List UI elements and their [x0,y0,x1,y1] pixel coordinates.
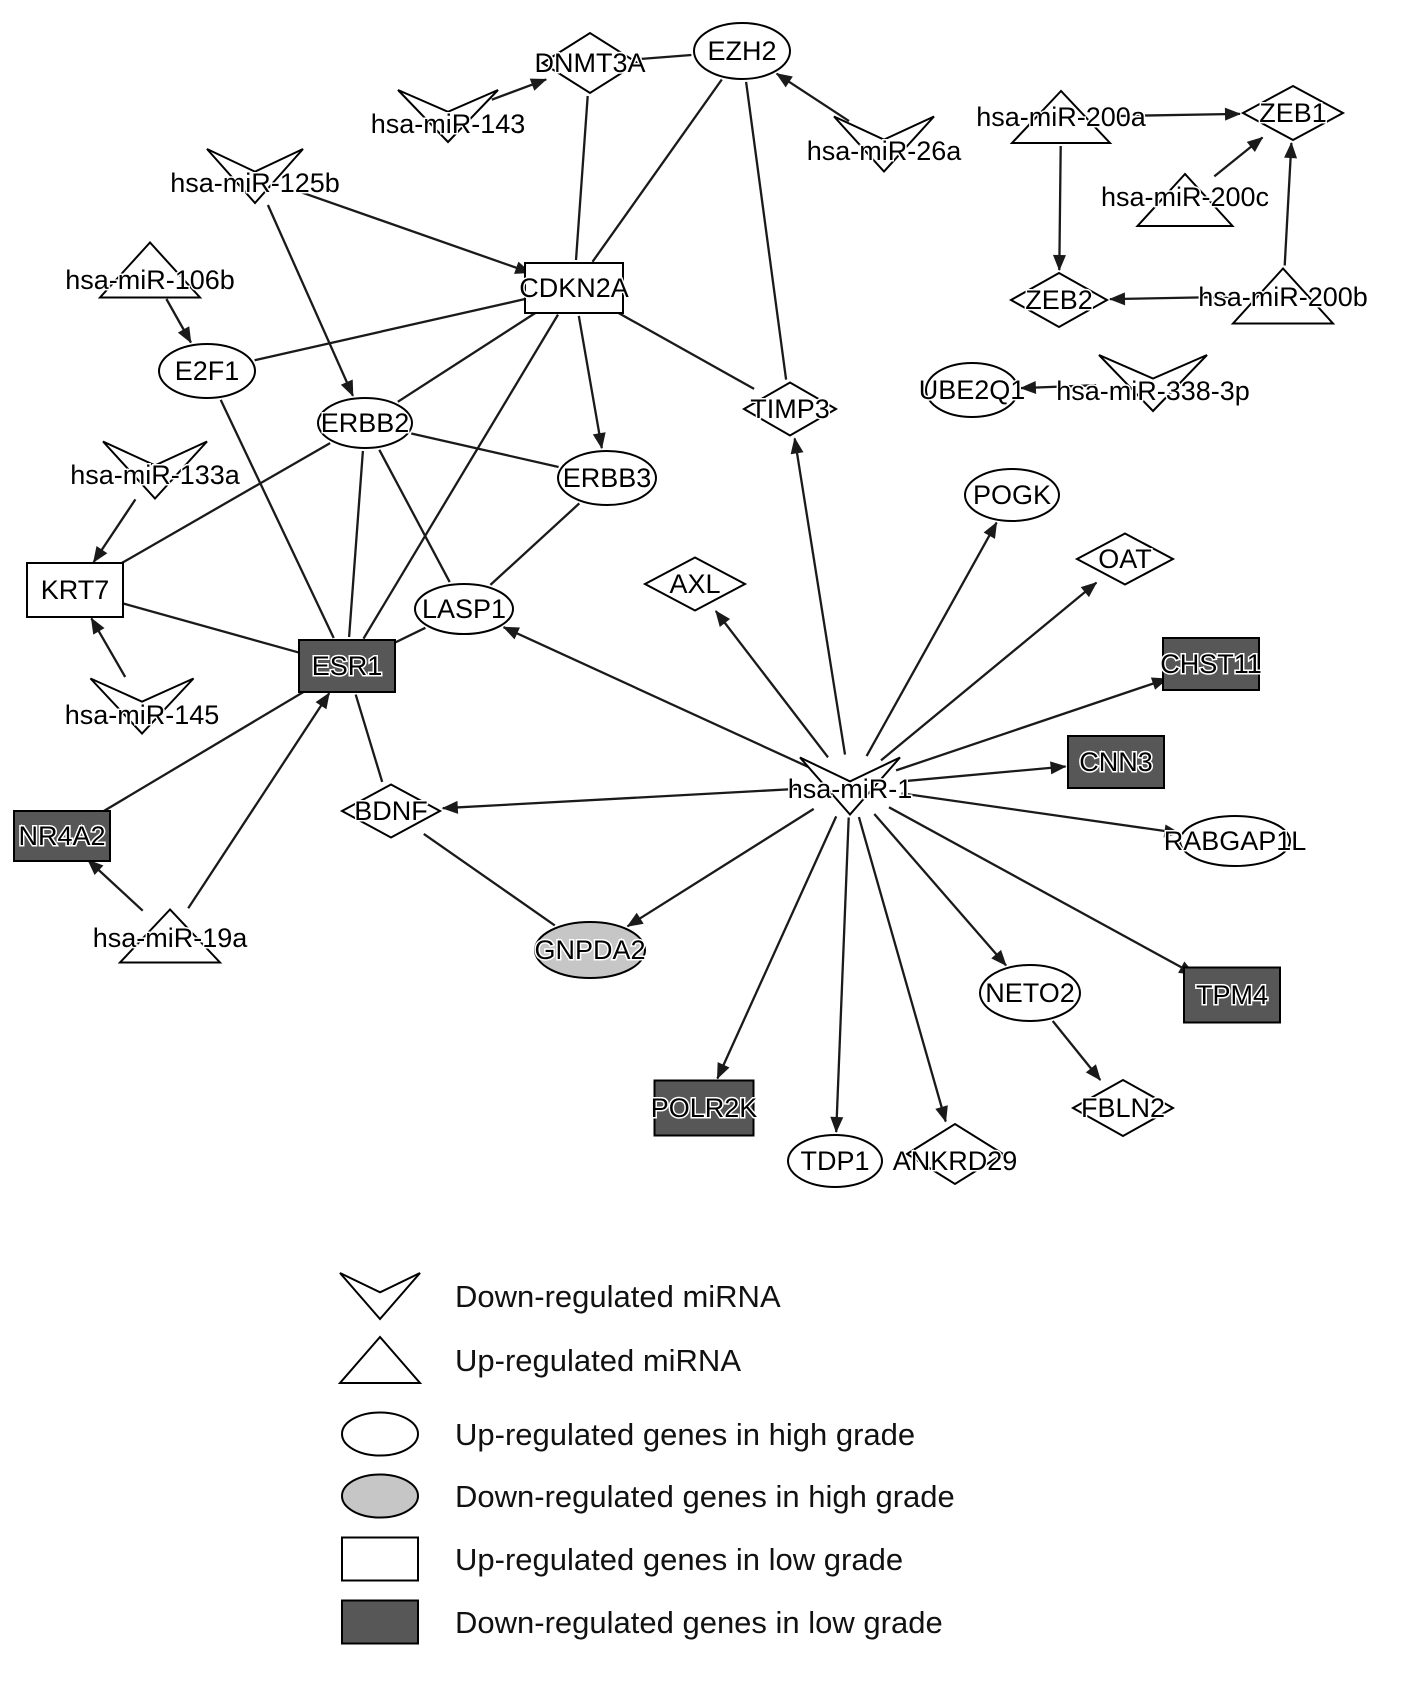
edge-E2F1--CDKN2A [255,299,526,360]
node-label: ESR1 [311,651,383,681]
edge-ESR1--KRT7 [121,603,301,653]
edge-ERBB2--ERBB3 [411,434,558,468]
edge-hsa-miR-1--CNN3 [902,767,1065,782]
node-label: E2F1 [174,356,240,386]
node-NR4A2 [14,811,110,861]
node-DNMT3A [534,33,645,93]
edge-hsa-miR-1--AXL [716,611,828,757]
edge-hsa-miR-106b--E2F1 [166,299,191,343]
node-EZH2 [694,23,790,79]
edge-CDKN2A--ERBB3 [579,316,602,448]
node-label: POLR2K [650,1093,758,1123]
node-label: hsa-miR-145 [64,700,220,730]
node-FBLN2 [1073,1080,1173,1136]
node-label: ZEB2 [1025,285,1093,315]
legend-swatch-gene_up_high [342,1413,418,1456]
node-label: BDNF [354,796,428,826]
edge-hsa-miR-200a--ZEB2 [1059,146,1060,270]
node-label: hsa-miR-1 [787,774,913,804]
edge-hsa-miR-1--BDNF [443,789,797,808]
node-hsa-miR-338-3p [1056,355,1250,411]
node-hsa-miR-200a [976,91,1147,143]
node-ERBB2 [318,398,412,448]
node-label: UBE2Q1 [918,375,1026,405]
edge-hsa-miR-145--KRT7 [91,618,125,677]
edge-EZH2--TIMP3 [746,82,786,380]
node-RABGAP1L [1164,816,1307,866]
legend-item [340,1337,741,1383]
legend-swatch-gene_down_high [342,1475,418,1518]
node-hsa-miR-125b [170,149,340,203]
node-ZEB1 [1243,86,1343,140]
legend-label: Down-regulated genes in high grade [455,1479,955,1514]
edge-BDNF--GNPDA2 [424,834,555,926]
node-label: TIMP3 [750,394,830,424]
node-hsa-miR-133a [70,442,241,499]
legend-swatch-mirna_up [340,1337,420,1383]
nodes-layer [14,23,1368,1187]
node-POLR2K [651,1081,758,1136]
node-label: AXL [669,569,721,599]
edge-ESR1--BDNF [356,695,383,782]
legend-swatch-mirna_down [340,1273,420,1319]
node-label: hsa-miR-200b [1198,282,1368,312]
legend-label: Up-regulated genes in high grade [455,1417,916,1452]
node-hsa-miR-26a [807,117,963,172]
node-label: EZH2 [707,36,777,66]
node-ZEB2 [1011,273,1107,327]
node-label: POGK [972,480,1052,510]
node-hsa-miR-143 [371,90,526,142]
node-ANKRD29 [893,1124,1018,1184]
node-label: KRT7 [40,575,110,605]
node-CHST11 [1160,638,1262,690]
edge-hsa-miR-133a--KRT7 [94,499,136,562]
node-label: hsa-miR-125b [170,168,340,198]
node-NETO2 [980,965,1080,1021]
node-label: hsa-miR-19a [92,923,248,953]
node-label: GNPDA2 [534,935,646,965]
edge-hsa-miR-125b--CDKN2A [299,191,531,272]
node-label: hsa-miR-200a [976,102,1146,132]
node-label: ERBB3 [562,463,652,493]
legend-item [342,1601,943,1644]
node-hsa-miR-200c [1101,174,1269,226]
node-label: CNN3 [1079,747,1153,777]
legend-item [342,1475,955,1518]
node-TIMP3 [744,383,836,436]
edge-hsa-miR-26a--EZH2 [777,74,849,121]
edge-hsa-miR-1--POGK [867,523,997,757]
edge-hsa-miR-1--TPM4 [889,807,1194,974]
node-label: NETO2 [985,978,1075,1008]
edge-DNMT3A--CDKN2A [576,96,588,260]
node-hsa-miR-145 [65,679,220,734]
edge-ERBB3--LASP1 [490,503,579,585]
legend-item [340,1273,781,1319]
node-label: CDKN2A [519,273,629,303]
node-hsa-miR-1 [788,758,913,815]
edge-hsa-miR-200c--ZEB1 [1214,138,1262,177]
edge-hsa-miR-125b--ERBB2 [268,205,353,396]
edge-NETO2--FBLN2 [1053,1021,1101,1080]
node-label: ZEB1 [1259,98,1327,128]
edge-hsa-miR-1--TDP1 [836,818,849,1133]
edge-E2F1--ESR1 [221,400,334,638]
edge-hsa-miR-19a--NR4A2 [88,860,143,911]
node-label: hsa-miR-200c [1100,182,1270,212]
node-label: DNMT3A [534,48,646,78]
node-label: RABGAP1L [1163,826,1307,856]
node-label: OAT [1098,544,1152,574]
node-hsa-miR-19a [93,910,249,963]
node-LASP1 [415,584,513,634]
node-label: hsa-miR-106b [65,265,235,295]
node-label: hsa-miR-143 [370,109,526,139]
legend [340,1273,955,1644]
edge-ERBB2--ESR1 [349,451,363,637]
legend-item [342,1413,915,1456]
legend-swatch-gene_down_low [342,1601,418,1644]
node-UBE2Q1 [919,363,1026,417]
node-label: FBLN2 [1080,1093,1166,1123]
node-TPM4 [1184,968,1280,1023]
legend-label: Down-regulated genes in low grade [455,1605,943,1640]
node-KRT7 [27,563,123,617]
node-GNPDA2 [534,922,645,978]
edge-DNMT3A--EZH2 [640,55,691,59]
edge-hsa-miR-1--ANKRD29 [859,817,946,1121]
edge-hsa-miR-1--TIMP3 [795,438,845,754]
node-hsa-miR-106b [65,243,235,298]
node-POGK [965,469,1059,521]
node-BDNF [342,785,440,838]
node-label: ANKRD29 [892,1146,1018,1176]
node-label: TDP1 [800,1146,870,1176]
node-label: ERBB2 [320,408,410,438]
node-label: hsa-miR-26a [806,136,962,166]
edge-hsa-miR-1--LASP1 [504,627,808,767]
node-TDP1 [788,1135,882,1187]
node-ESR1 [299,640,395,692]
node-label: TPM4 [1195,980,1269,1010]
legend-item [342,1538,903,1581]
edge-hsa-miR-1--RABGAP1L [902,793,1180,833]
edge-ERBB2--LASP1 [379,450,449,582]
edge-hsa-miR-200b--ZEB1 [1285,143,1292,266]
edge-CDKN2A--TIMP3 [610,308,754,389]
node-label: hsa-miR-338-3p [1056,376,1250,406]
node-label: hsa-miR-133a [70,460,240,490]
legend-label: Up-regulated miRNA [455,1343,741,1378]
edge-hsa-miR-143--DNMT3A [492,79,546,99]
node-OAT [1077,534,1173,585]
node-label: NR4A2 [18,821,106,851]
node-E2F1 [159,344,255,398]
legend-label: Down-regulated miRNA [455,1279,781,1314]
node-CNN3 [1068,736,1164,788]
node-label: CHST11 [1160,649,1262,679]
legend-swatch-gene_up_low [342,1538,418,1581]
node-hsa-miR-200b [1198,269,1368,324]
node-ERBB3 [558,451,656,505]
node-label: LASP1 [421,594,507,624]
node-AXL [645,558,745,611]
edge-EZH2--CDKN2A [593,80,722,262]
node-CDKN2A [519,263,629,313]
edge-hsa-miR-1--POLR2K [717,816,836,1078]
legend-label: Up-regulated genes in low grade [455,1542,904,1577]
edge-hsa-miR-1--GNPDA2 [628,809,814,926]
